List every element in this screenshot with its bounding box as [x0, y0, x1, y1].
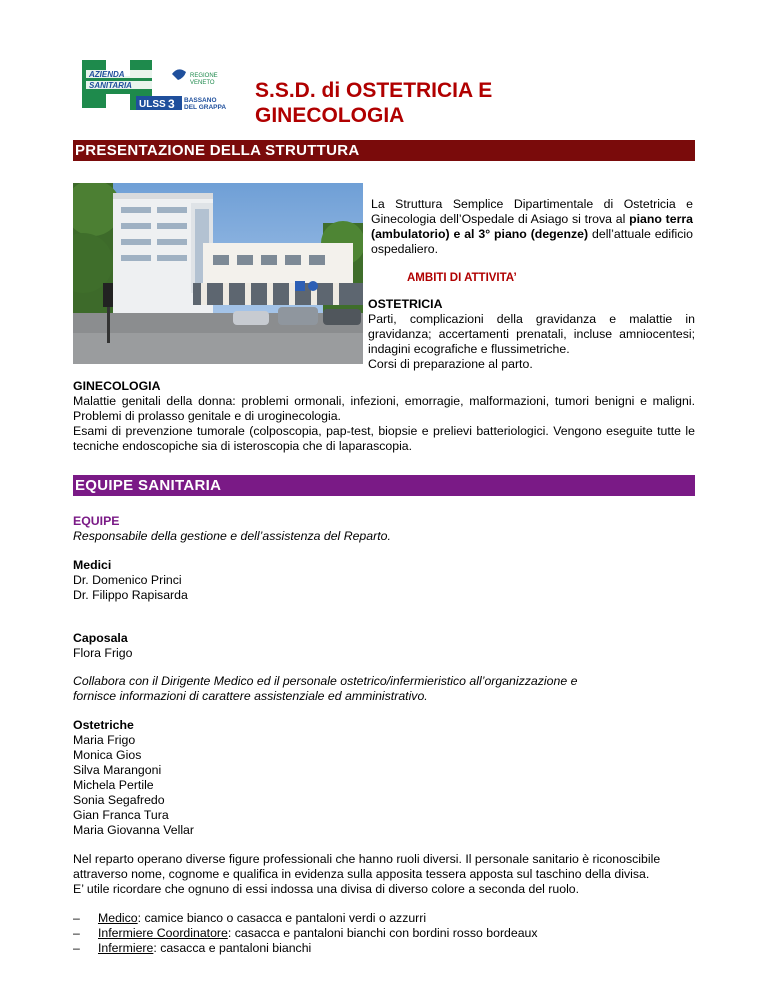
ginecologia-text-1: Malattie genitali della donna: problemi ormonali, infezioni, emorragie, malformazioni, tumori benigni e maligni. Problemi di prolasso genitale e di uroginecologia. — [73, 394, 695, 423]
ostetriche-title: Ostetriche — [73, 718, 134, 732]
logo-bassano1: BASSANO — [184, 97, 217, 104]
intro-text-c: dell’attuale edificio ospedaliero. — [371, 227, 693, 256]
medico-item: Dr. Domenico Princi — [73, 573, 182, 587]
hospital-photo — [73, 183, 363, 364]
logo-graphic — [80, 58, 230, 120]
divisa-item-coordinatore — [73, 926, 695, 941]
intro-block — [371, 197, 693, 257]
equipe-title: EQUIPE — [73, 514, 120, 528]
personale-note-2: E’ utile ricordare che ognuno di essi indossa una divisa di diverso colore a seconda del ruolo. — [73, 882, 580, 896]
logo-regione1: REGIONE — [190, 73, 218, 79]
page-title-line1: S.S.D. di OSTETRICIA E — [255, 79, 493, 102]
ambiti-heading: AMBITI DI ATTIVITA’ — [407, 272, 517, 284]
caposala-name: Flora Frigo — [73, 646, 133, 660]
medico-item: Dr. Filippo Rapisarda — [73, 588, 188, 602]
ginecologia-title: GINECOLOGIA — [73, 379, 161, 393]
divise-list — [73, 911, 695, 956]
divisa-desc: : casacca e pantaloni bianchi — [153, 941, 312, 955]
logo-sanitaria: SANITARIA — [89, 81, 132, 90]
ostetrica-item: Gian Franca Tura — [73, 808, 169, 822]
list-dash: – — [73, 911, 80, 925]
divisa-role: Medico — [98, 911, 138, 925]
ostetrica-item: Silva Marangoni — [73, 763, 162, 777]
ostetricia-text-2: Corsi di preparazione al parto. — [368, 357, 533, 371]
intro-text-a: La Struttura Semplice Dipartimentale di Ostetricia e Ginecologia dell’Ospedale di Asiago si trova al — [371, 197, 693, 226]
intro-paragraph — [371, 197, 693, 257]
ostetrica-item: Monica Gios — [73, 748, 142, 762]
logo — [80, 58, 230, 120]
personale-note-1: Nel reparto operano diverse figure professionali che hanno ruoli diversi. Il personale sanitario è riconoscibile attraverso nome, cognome e qualifica in evidenza sulla apposita tessera apposta sul taschino della divisa. — [73, 852, 661, 881]
ostetrica-item: Maria Frigo — [73, 733, 136, 747]
ginecologia-block — [73, 379, 695, 454]
divisa-desc: : camice bianco o casacca e pantaloni verdi o azzurri — [137, 911, 427, 925]
divisa-role: Infermiere Coordinatore — [98, 926, 228, 940]
section-heading-presentazione: PRESENTAZIONE DELLA STRUTTURA — [73, 140, 695, 161]
logo-bassano2: DEL GRAPPA — [184, 104, 227, 111]
ostetricia-block — [368, 297, 695, 372]
page-title — [255, 78, 575, 128]
ostetrica-item: Sonia Segafredo — [73, 793, 165, 807]
list-dash: – — [73, 941, 80, 955]
ostetrica-item: Maria Giovanna Vellar — [73, 823, 194, 837]
divisa-item-medico — [73, 911, 695, 926]
caposala-note: Collabora con il Dirigente Medico ed il personale ostetrico/infermieristico all’organizzazione e fornisce informazioni di carattere assistenziale ed amministrativo. — [73, 674, 578, 703]
logo-azienda: AZIENDA — [89, 70, 125, 79]
page-title-line2: GINECOLOGIA — [255, 104, 405, 127]
divisa-desc: : casacca e pantaloni bianchi con bordini rosso bordeaux — [227, 926, 538, 940]
divisa-role: Infermiere — [98, 941, 154, 955]
ostetricia-text: Parti, complicazioni della gravidanza e malattie in gravidanza; accertamenti prenatali, incluse amniocentesi; indagini ecografiche e flussimetriche. — [368, 312, 695, 356]
equipe-block — [73, 514, 695, 956]
intro-text-floors: piano terra (ambulatorio) e al 3° piano (degenze) — [371, 212, 693, 241]
hospital-building-image — [73, 183, 363, 364]
medici-title: Medici — [73, 558, 112, 572]
ostetricia-title: OSTETRICIA — [368, 297, 443, 311]
logo-ulss-num: 3 — [168, 97, 175, 111]
ostetrica-item: Michela Pertile — [73, 778, 154, 792]
list-dash: – — [73, 926, 80, 940]
logo-ulss: ULSS — [139, 99, 166, 110]
caposala-title: Caposala — [73, 631, 128, 645]
logo-regione2: VENETO — [190, 80, 215, 86]
equipe-subtitle: Responsabile della gestione e dell’assistenza del Reparto. — [73, 529, 391, 543]
ginecologia-text-2: Esami di prevenzione tumorale (colposcopia, pap-test, biopsie e prelievi batteriologici. Vengono eseguite tutte le tecniche endoscopiche sia di isteroscopia che di laparascopia. — [73, 424, 695, 453]
divisa-item-infermiere — [73, 941, 695, 956]
section-heading-equipe: EQUIPE SANITARIA — [73, 475, 695, 496]
